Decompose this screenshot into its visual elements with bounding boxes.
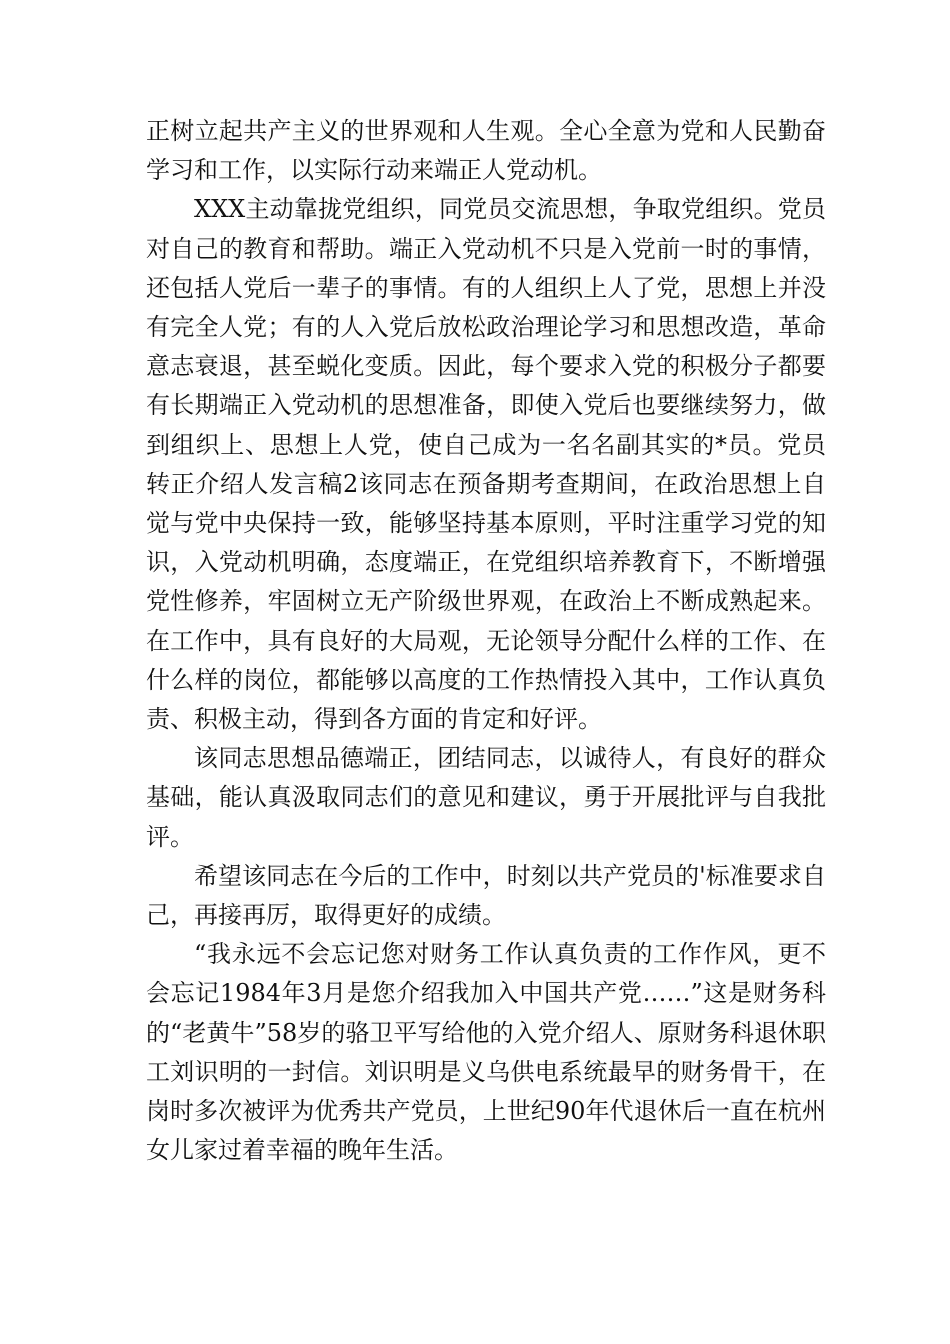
paragraph: XXX主动靠拢党组织，同党员交流思想，争取党组织。党员对自己的教育和帮助。端正入党动机不只是入党前一时的事情，还包括人党后一辈子的事情。有的人组织上人了党，思想上并没有完全人党；有的人入党后放松政治理论学习和思想改造，革命意志衰退，甚至蜕化变质。因此，每个要求入党的积极分子都要有长期端正入党动机的思想准备，即使入党后也要继续努力，做到组织上、思想上人党，使自己成为一名名副其实的*员。党员转正介绍人发言稿2该同志在预备期考查期间，在政治思想上自觉与党中央保持一致，能够坚持基本原则，平时注重学习党的知识，入党动机明确，态度端正，在党组织培养教育下，不断增强党性修养，牢固树立无产阶级世界观，在政治上不断成熟起来。在工作中，具有良好的大局观，无论领导分配什么样的工作、在什么样的岗位，都能够以高度的工作热情投入其中，工作认真负责、积极主动，得到各方面的肯定和好评。	[146, 195, 826, 734]
document-body	[146, 112, 826, 1170]
paragraph: 正树立起共产主义的世界观和人生观。全心全意为党和人民勤奋学习和工作，以实际行动来端正人党动机。	[146, 117, 826, 185]
paragraph: 该同志思想品德端正，团结同志，以诚待人，有良好的群众基础，能认真汲取同志们的意见和建议，勇于开展批评与自我批评。	[146, 744, 826, 851]
paragraph: 希望该同志在今后的工作中，时刻以共产党员的'标准要求自己，再接再厉，取得更好的成绩。	[146, 861, 826, 930]
paragraph: “我永远不会忘记您对财务工作认真负责的工作作风，更不会忘记1984年3月是您介绍我加入中国共产党……”这是财务科的“老黄牛”58岁的骆卫平写给他的入党介绍人、原财务科退休职工刘识明的一封信。刘识明是义乌供电系统最早的财务骨干，在岗时多次被评为优秀共产党员，上世纪90年代退休后一直在杭州女儿家过着幸福的晚年生活。	[146, 940, 826, 1165]
